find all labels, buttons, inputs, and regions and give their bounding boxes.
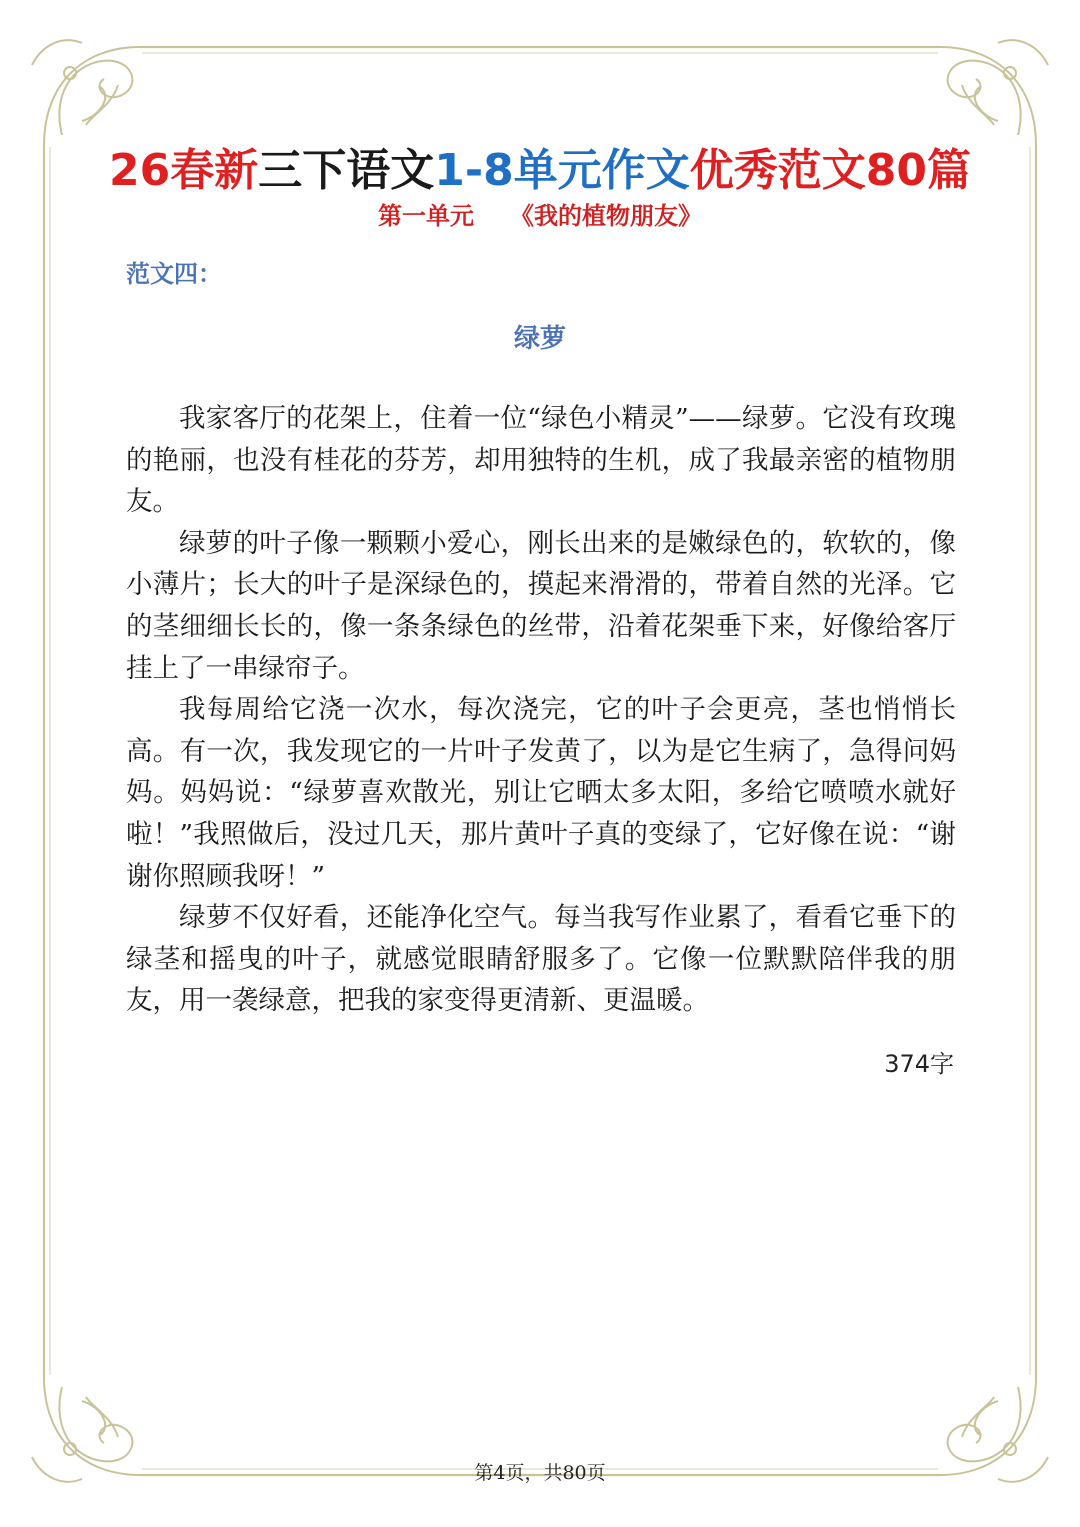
unit-subtitle: 第一单元 《我的植物朋友》 xyxy=(378,201,702,230)
page-number: 第4页，共80页 xyxy=(474,1462,606,1484)
title-part-4: 优秀范文80篇 xyxy=(689,145,971,196)
paragraph: 绿萝的叶子像一颗颗小爱心，刚长出来的是嫩绿色的，软软的，像小薄片；长大的叶子是深绿色的，摸起来滑滑的，带着自然的光泽。它的茎细细长长的，像一条条绿色的丝带，沿着花架垂下来，好像给客厅挂上了一串绿帘子。 xyxy=(126,527,956,684)
paragraph: 绿萝不仅好看，还能净化空气。每当我写作业累了，看看它垂下的绿茎和摇曳的叶子，就感觉眼睛舒服多了。它像一位默默陪伴我的朋友，用一袭绿意，把我的家变得更清新、更温暖。 xyxy=(126,902,956,1017)
word-count: 374字 xyxy=(884,1050,954,1078)
essay-title: 绿萝 xyxy=(513,324,566,354)
title-part-2: 三下语文 xyxy=(258,145,435,196)
paragraph: 我家客厅的花架上，住着一位“绿色小精灵”——绿萝。它没有玫瑰的艳丽，也没有桂花的芬芳，却用独特的生机，成了我最亲密的植物朋友。 xyxy=(126,403,956,518)
paragraph: 我每周给它浇一次水，每次浇完，它的叶子会更亮，茎也悄悄长高。有一次，我发现它的一片叶子发黄了，以为是它生病了，急得问妈妈。妈妈说：“绿萝喜欢散光，别让它晒太多太阳，多给它喷喷水就好啦！”我照做后，没过几天，那片黄叶子真的变绿了，它好像在说：“谢谢你照顾我呀！” xyxy=(126,694,956,892)
essay-body xyxy=(126,398,956,1022)
title-part-1: 26春新 xyxy=(109,145,259,196)
essay-label: 范文四： xyxy=(126,259,222,288)
title-part-3: 1-8单元作文 xyxy=(434,145,690,196)
page-title xyxy=(0,134,1080,198)
